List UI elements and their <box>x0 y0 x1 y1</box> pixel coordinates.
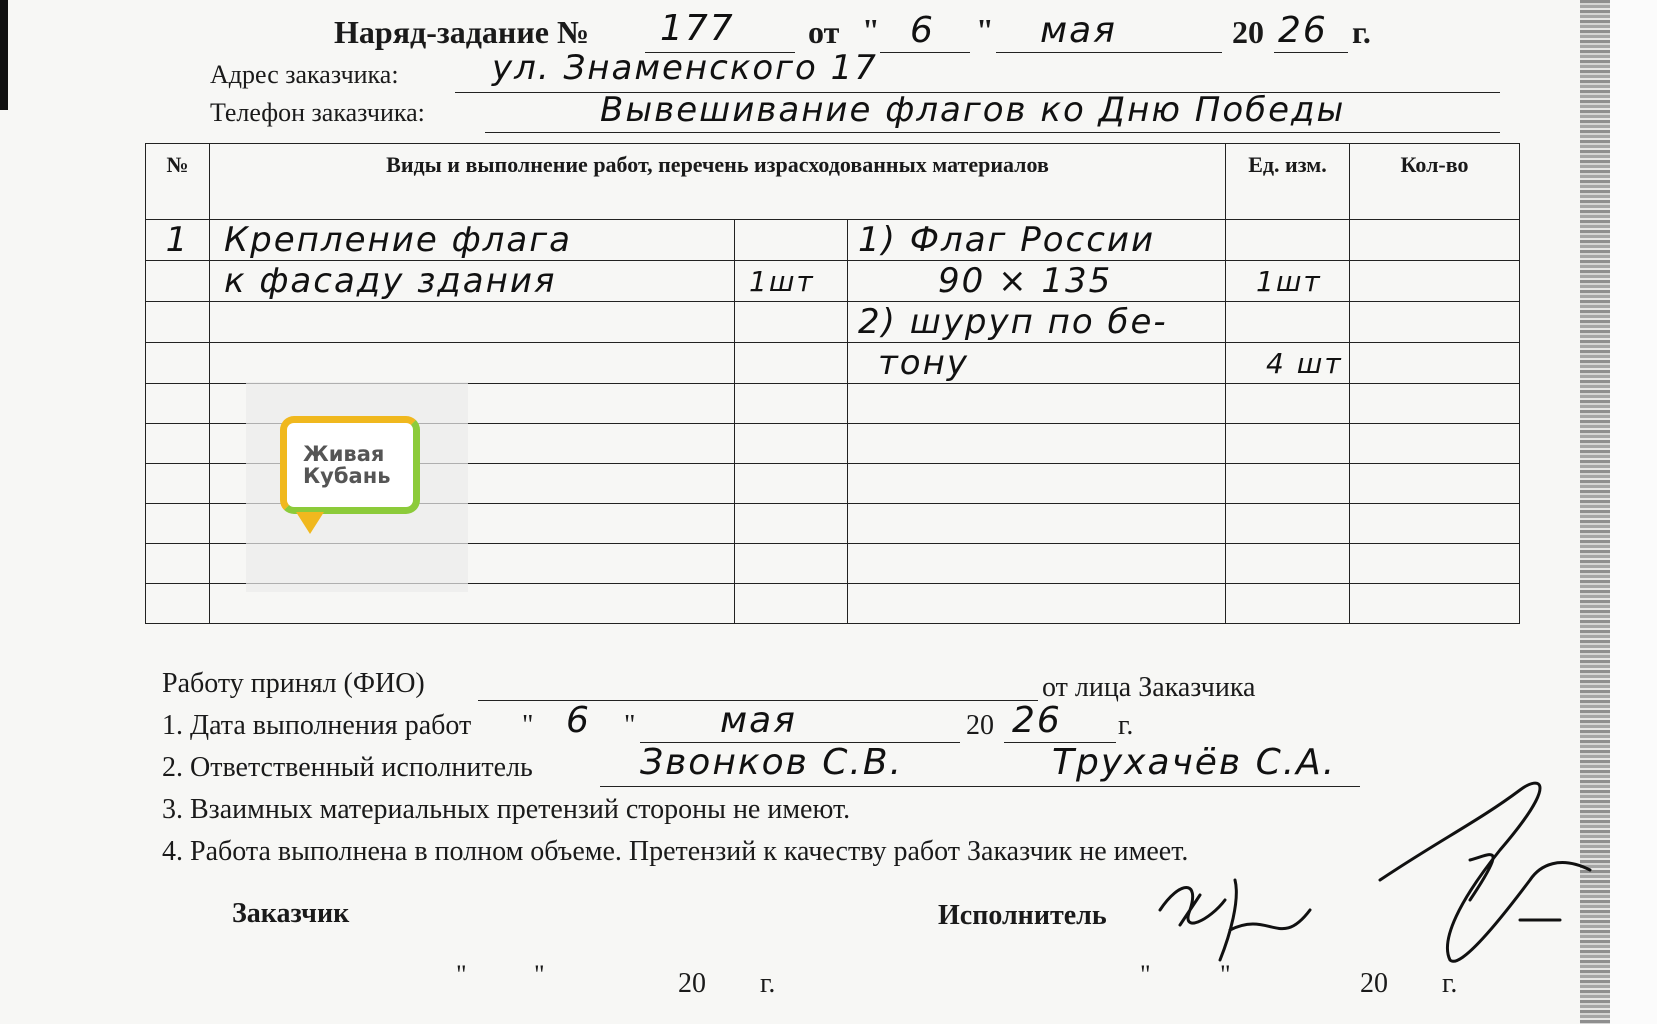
logo-text-line-1: Живая <box>303 442 385 466</box>
empty-cell <box>1226 584 1350 624</box>
responsible-value-1: Звонков С.В. <box>640 742 904 783</box>
year-suffix: 26 <box>1278 10 1328 51</box>
work-unit: 1шт <box>735 261 848 302</box>
phone-value: Вывешивание флагов ко Дню Победы <box>600 90 1346 130</box>
empty-cell <box>1226 544 1350 584</box>
responsible-value-2: Трухачёв С.А. <box>1052 742 1337 783</box>
day-quote-open: " <box>862 12 880 48</box>
day-quote-close: " <box>976 12 994 48</box>
empty-cell <box>735 424 848 464</box>
qty-empty <box>1350 261 1520 302</box>
speech-bubble-icon <box>280 416 420 514</box>
phone-label: Телефон заказчика: <box>210 98 425 127</box>
qty-empty <box>1350 220 1520 261</box>
table-row <box>146 343 1520 384</box>
qty-empty <box>1350 302 1520 343</box>
day-line <box>880 52 970 53</box>
contractor-signature <box>1140 760 1600 990</box>
empty-cell <box>1226 424 1350 464</box>
claims-text: 3. Взаимных материальных претензий стороны не имеют. <box>162 794 851 825</box>
work-line-2: к фасаду здания <box>210 261 735 302</box>
empty-cell <box>735 504 848 544</box>
work-unit-empty <box>735 302 848 343</box>
empty-cell <box>848 544 1226 584</box>
work-unit-empty <box>735 220 848 261</box>
table-row <box>146 220 1520 261</box>
material-2-line-1: 2) шуруп по бе- <box>848 302 1226 343</box>
empty-cell <box>848 504 1226 544</box>
empty-cell <box>1350 504 1520 544</box>
accepted-suffix: от лица Заказчика <box>1042 672 1256 703</box>
row-num: 1 <box>146 220 210 261</box>
work-empty <box>210 343 735 384</box>
material-1-unit: 1шт <box>1226 261 1350 302</box>
customer-date-year: 20 <box>678 968 706 999</box>
work-unit-empty <box>735 343 848 384</box>
date-year-unit: г. <box>1118 710 1134 741</box>
row-num-empty <box>146 343 210 384</box>
year-unit: г. <box>1352 14 1371 50</box>
scan-margin <box>1610 0 1657 1024</box>
empty-cell <box>1350 544 1520 584</box>
row-num-empty <box>146 261 210 302</box>
empty-cell <box>146 504 210 544</box>
material-1-line-2: 90 × 135 <box>848 261 1226 302</box>
empty-cell <box>146 384 210 424</box>
empty-cell <box>735 544 848 584</box>
date-year-suffix: 26 <box>1012 700 1062 741</box>
date-label: 1. Дата выполнения работ <box>162 710 472 741</box>
material-1-line-1: 1) Флаг России <box>848 220 1226 261</box>
contractor-date-year: 20 <box>1360 968 1388 999</box>
header-day: 6 <box>910 10 935 51</box>
accepted-label: Работу принял (ФИО) <box>162 668 425 699</box>
date-day: 6 <box>566 700 591 741</box>
empty-cell <box>848 584 1226 624</box>
empty-cell <box>146 464 210 504</box>
material-2-unit: 4 шт <box>1226 343 1350 384</box>
empty-cell <box>146 424 210 464</box>
customer-date-unit: г. <box>760 968 776 999</box>
customer-date-quote-open: " <box>456 960 467 989</box>
empty-cell <box>1226 464 1350 504</box>
date-month: мая <box>720 700 797 741</box>
logo-text-line-2: Кубань <box>303 464 391 488</box>
empty-cell <box>848 464 1226 504</box>
contractor-date-quote-close: " <box>1220 960 1231 989</box>
col-works-header: Виды и выполнение работ, перечень израсходованных материалов <box>210 144 1226 220</box>
year-line <box>1274 52 1348 53</box>
empty-cell <box>1350 584 1520 624</box>
unit-empty <box>1226 302 1350 343</box>
contractor-date-unit: г. <box>1442 968 1458 999</box>
empty-cell <box>1226 504 1350 544</box>
col-num-header: № <box>146 144 210 220</box>
empty-cell <box>735 584 848 624</box>
order-number: 177 <box>660 8 735 49</box>
empty-cell <box>735 464 848 504</box>
customer-date-quote-close: " <box>534 960 545 989</box>
contractor-date-quote-open: " <box>1140 960 1151 989</box>
empty-cell <box>848 424 1226 464</box>
zhivaya-kuban-logo <box>246 382 468 592</box>
empty-cell <box>146 544 210 584</box>
month-line <box>996 52 1222 53</box>
empty-cell <box>1350 464 1520 504</box>
date-quote-open: " <box>522 710 534 741</box>
title-label: Наряд-задание № <box>334 14 590 50</box>
empty-cell <box>1350 384 1520 424</box>
empty-cell <box>1350 424 1520 464</box>
work-empty <box>210 302 735 343</box>
address-value: ул. Знаменского 17 <box>492 48 878 88</box>
date-year-prefix: 20 <box>966 710 994 741</box>
speech-bubble-tail <box>296 512 324 534</box>
year-prefix: 20 <box>1232 14 1264 50</box>
responsible-label: 2. Ответственный исполнитель <box>162 752 533 783</box>
phone-line <box>485 132 1500 133</box>
table-row <box>146 302 1520 343</box>
col-unit-header: Ед. изм. <box>1226 144 1350 220</box>
unit-empty <box>1226 220 1350 261</box>
completed-text: 4. Работа выполнена в полном объеме. Претензий к качеству работ Заказчик не имеет. <box>162 836 1189 867</box>
scan-corner-mark <box>0 0 8 110</box>
date-quote-close: " <box>624 710 636 741</box>
address-label: Адрес заказчика: <box>210 60 399 89</box>
qty-empty <box>1350 343 1520 384</box>
work-line-1: Крепление флага <box>210 220 735 261</box>
empty-cell <box>848 384 1226 424</box>
from-label: от <box>808 14 840 50</box>
empty-cell <box>146 584 210 624</box>
material-2-line-2: тону <box>848 343 1226 384</box>
empty-cell <box>735 384 848 424</box>
header-month: мая <box>1040 10 1117 51</box>
row-num-empty <box>146 302 210 343</box>
customer-label: Заказчик <box>232 898 350 929</box>
col-qty-header: Кол-во <box>1350 144 1520 220</box>
contractor-label: Исполнитель <box>938 900 1107 931</box>
table-row <box>146 261 1520 302</box>
empty-cell <box>1226 384 1350 424</box>
